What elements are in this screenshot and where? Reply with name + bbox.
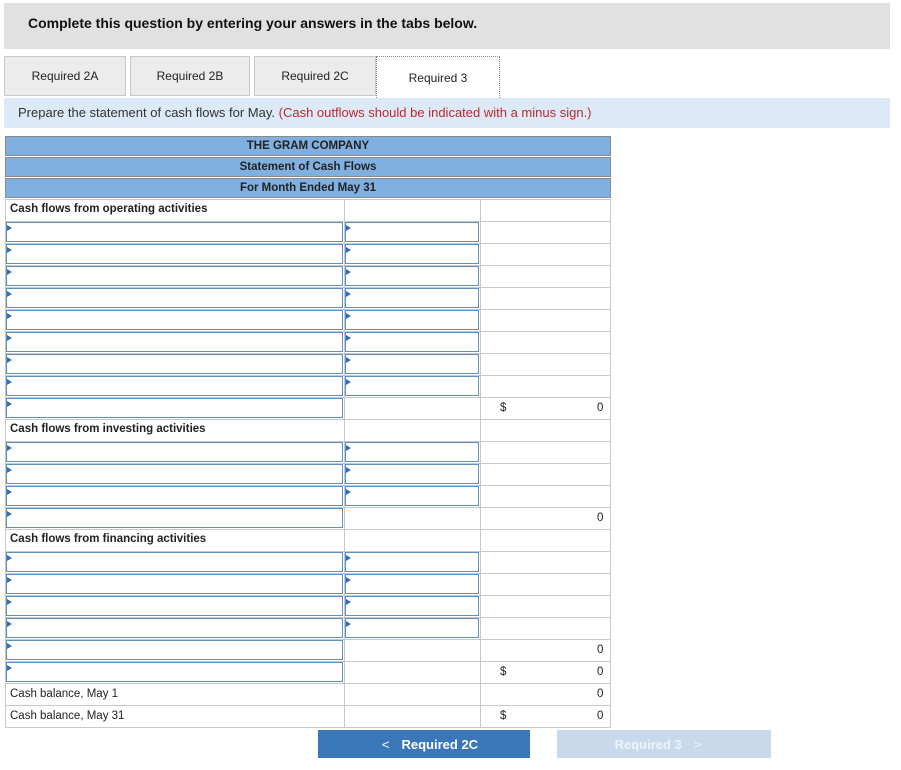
ending-value: 0 — [597, 710, 604, 722]
total-description-input[interactable] — [6, 398, 343, 418]
total-description-input[interactable] — [6, 640, 343, 660]
description-input[interactable] — [6, 266, 343, 286]
cell-amount — [344, 639, 481, 662]
cell-total — [480, 265, 611, 288]
prev-button-label: Required 2C — [401, 736, 479, 752]
statement-period: For Month Ended May 31 — [5, 178, 611, 198]
tab-required-2b[interactable]: Required 2B — [130, 56, 250, 96]
cell-total — [480, 573, 611, 596]
cell-total — [480, 617, 611, 640]
net-change: 0 — [597, 666, 604, 678]
cell-amount — [344, 507, 481, 530]
amount-input[interactable] — [345, 596, 479, 616]
total-description-input[interactable] — [6, 662, 343, 682]
chevron-right-icon: > — [693, 736, 702, 752]
cell-amount — [344, 661, 481, 684]
prompt-bar — [4, 98, 890, 128]
cell-total — [480, 287, 611, 310]
financing-total: 0 — [597, 644, 604, 656]
next-button-label: Required 3 — [614, 736, 682, 752]
amount-input[interactable] — [345, 222, 479, 242]
investing-total: 0 — [597, 512, 604, 524]
description-input[interactable] — [6, 574, 343, 594]
amount-input[interactable] — [345, 310, 479, 330]
cell-total — [480, 309, 611, 332]
cell-total — [480, 441, 611, 464]
cell-amount — [344, 529, 481, 552]
prev-button[interactable] — [318, 730, 530, 758]
prompt-text: Prepare the statement of cash flows for May. — [18, 105, 275, 120]
amount-input[interactable] — [345, 552, 479, 572]
investing-heading: Cash flows from investing activities — [10, 423, 206, 435]
cell-total — [480, 463, 611, 486]
cell-amount — [344, 199, 481, 222]
amount-input[interactable] — [345, 288, 479, 308]
description-input[interactable] — [6, 618, 343, 638]
cell-total — [480, 639, 611, 662]
cell-total — [480, 529, 611, 552]
cell-amount — [344, 683, 481, 706]
amount-input[interactable] — [345, 574, 479, 594]
amount-input[interactable] — [345, 486, 479, 506]
cell-total — [480, 221, 611, 244]
operating-total: 0 — [597, 402, 604, 414]
cell-total — [480, 419, 611, 442]
dollar-sign: $ — [500, 710, 507, 722]
description-input[interactable] — [6, 244, 343, 264]
tab-required-2a[interactable]: Required 2A — [4, 56, 126, 96]
amount-input[interactable] — [345, 376, 479, 396]
amount-input[interactable] — [345, 266, 479, 286]
amount-input[interactable] — [345, 332, 479, 352]
tab-required-3[interactable]: Required 3 — [376, 56, 500, 98]
description-input[interactable] — [6, 486, 343, 506]
cell-total — [480, 595, 611, 618]
description-input[interactable] — [6, 310, 343, 330]
cell-total — [480, 485, 611, 508]
cell-amount — [344, 705, 481, 728]
total-description-input[interactable] — [6, 508, 343, 528]
chevron-left-icon: < — [381, 736, 390, 752]
description-input[interactable] — [6, 354, 343, 374]
cell-total — [480, 683, 611, 706]
operating-heading: Cash flows from operating activities — [10, 203, 208, 215]
amount-input[interactable] — [345, 442, 479, 462]
next-button[interactable] — [557, 730, 771, 758]
cell-amount — [344, 397, 481, 420]
description-input[interactable] — [6, 464, 343, 484]
amount-input[interactable] — [345, 618, 479, 638]
beginning-value: 0 — [597, 688, 604, 700]
cell-total — [480, 375, 611, 398]
description-input[interactable] — [6, 442, 343, 462]
dollar-sign: $ — [500, 666, 507, 678]
cell-total — [480, 243, 611, 266]
prompt-note: (Cash outflows should be indicated with a minus sign.) — [278, 105, 592, 120]
description-input[interactable] — [6, 222, 343, 242]
cell-total — [480, 353, 611, 376]
amount-input[interactable] — [345, 354, 479, 374]
cell-total — [480, 331, 611, 354]
ending-label: Cash balance, May 31 — [10, 710, 125, 722]
cell-total — [480, 507, 611, 530]
instruction-bar — [4, 3, 890, 49]
description-input[interactable] — [6, 332, 343, 352]
description-input[interactable] — [6, 376, 343, 396]
cell-amount — [344, 419, 481, 442]
amount-input[interactable] — [345, 464, 479, 484]
tab-required-2c[interactable]: Required 2C — [254, 56, 376, 96]
cell-total — [480, 551, 611, 574]
description-input[interactable] — [6, 288, 343, 308]
cell-total — [480, 199, 611, 222]
description-input[interactable] — [6, 552, 343, 572]
amount-input[interactable] — [345, 244, 479, 264]
financing-heading: Cash flows from financing activities — [10, 533, 207, 545]
instruction-text: Complete this question by entering your answers in the tabs below. — [28, 15, 478, 31]
description-input[interactable] — [6, 596, 343, 616]
company-name: THE GRAM COMPANY — [5, 136, 611, 156]
statement-title: Statement of Cash Flows — [5, 157, 611, 177]
dollar-sign: $ — [500, 402, 507, 414]
beginning-label: Cash balance, May 1 — [10, 688, 119, 700]
